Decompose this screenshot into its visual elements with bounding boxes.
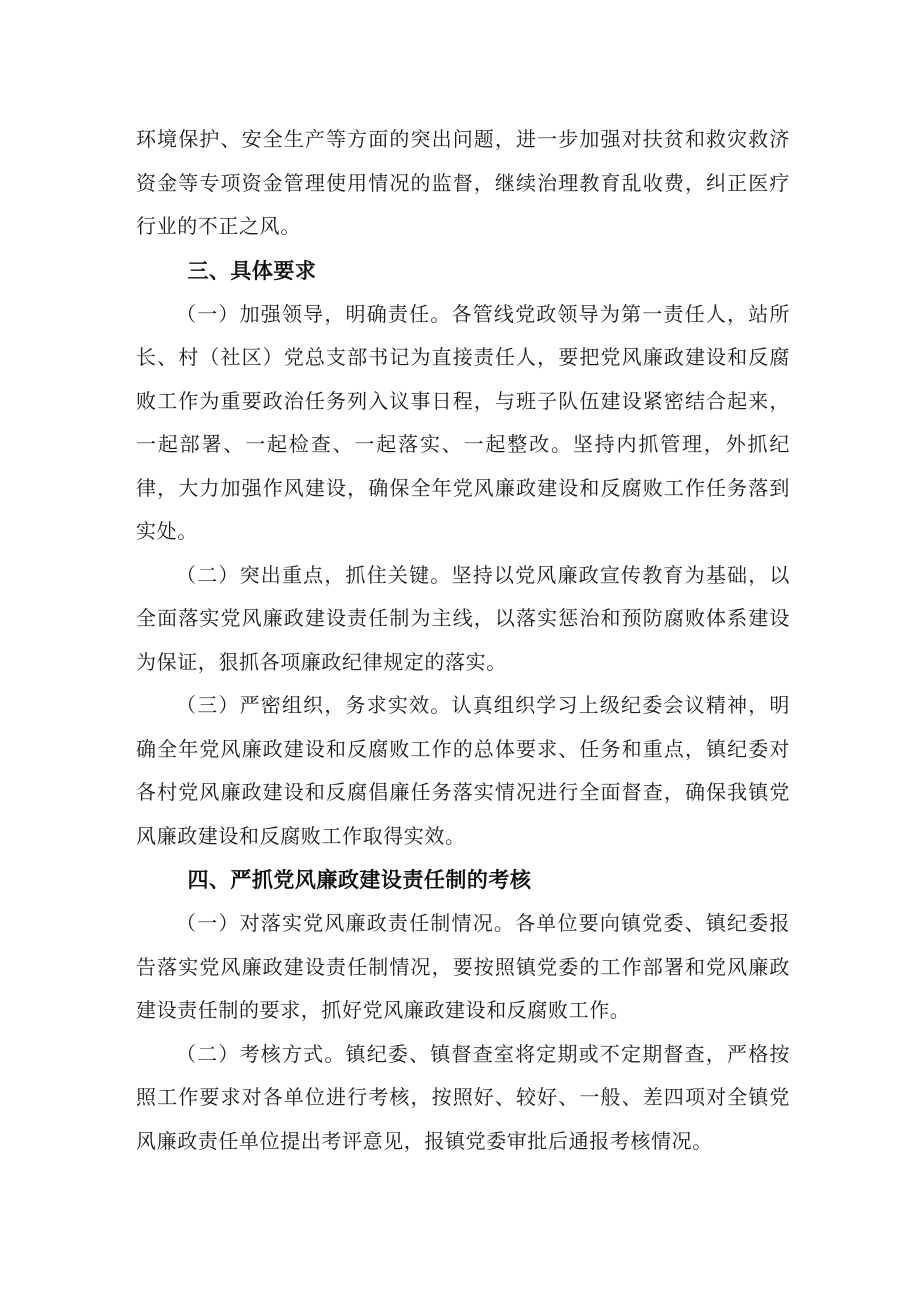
paragraph-4-1: （一）对落实党风廉政责任制情况。各单位要向镇党委、镇纪委报告落实党风廉政建设责任制情况，要按照镇党委的工作部署和党风廉政建设责任制的要求，抓好党风廉政建设和反腐败工作。 — [136, 911, 790, 1022]
section-heading-3: 三、具体要求 — [187, 258, 317, 283]
paragraph-3-2: （二）突出重点，抓住关键。坚持以党风廉政宣传教育为基础，以全面落实党风廉政建设责任制为主线，以落实惩治和预防腐败体系建设为保证，狠抓各项廉政纪律规定的落实。 — [136, 562, 790, 674]
paragraph-3-3: （三）严密组织，务求实效。认真组织学习上级纪委会议精神，明确全年党风廉政建设和反腐败工作的总体要求、任务和重点，镇纪委对各村党风廉政建设和反腐倡廉任务落实情况进行全面督查，确保我镇党风廉政建设和反腐败工作取得实效。 — [136, 693, 790, 848]
paragraph-4-2: （二）考核方式。镇纪委、镇督查室将定期或不定期督查，严格按照工作要求对各单位进行考核，按照好、较好、一般、差四项对全镇党风廉政责任单位提出考评意见，报镇党委审批后通报考核情况。 — [136, 1041, 790, 1153]
document-body — [136, 118, 790, 1163]
section-heading-4: 四、严抓党风廉政建设责任制的考核 — [187, 868, 532, 892]
paragraph-continuation: 环境保护、安全生产等方面的突出问题，进一步加强对扶贫和救灾救济资金等专项资金管理使用情况的监督，继续治理教育乱收费，纠正医疗行业的不正之风。 — [136, 127, 790, 238]
paragraph-3-1: （一）加强领导，明确责任。各管线党政领导为第一责任人，站所长、村（社区）党总支部书记为直接责任人，要把党风廉政建设和反腐败工作为重要政治任务列入议事日程，与班子队伍建设紧密结合起来，一起部署、一起检查、一起落实、一起整改。坚持内抓管理，外抓纪律，大力加强作风建设，确保全年党风廉政建设和反腐败工作任务落到实处。 — [136, 301, 790, 543]
